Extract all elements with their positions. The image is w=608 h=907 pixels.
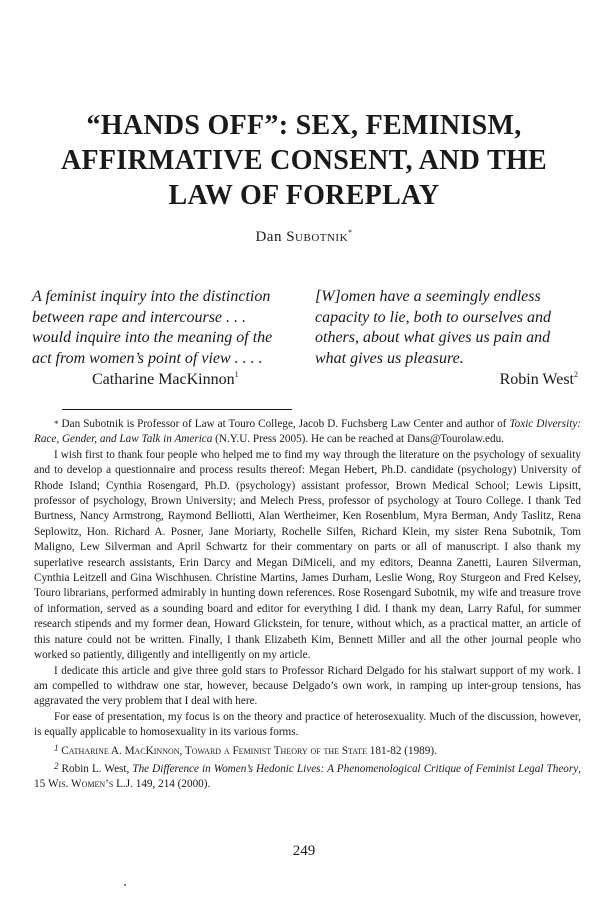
- footnote-2: $^2$ Robin L. West, The Difference in Women’s Hedonic Lives: A Phenomenological Critique of Feminist Legal Theory, 15 Wis. Women’s L.J. 149, 214 (2000).: [34, 760, 582, 791]
- attribution-name: Catharine MacKinnon: [92, 371, 235, 388]
- epigraph-line: would inquire into the meaning of the: [32, 329, 273, 346]
- epigraph-line: between rape and intercourse . . .: [32, 308, 247, 326]
- journal-name: Wis. Women’s L.J.: [47, 778, 133, 791]
- epigraph-left: [32, 287, 292, 369]
- author-footnote-mark: *: [348, 228, 353, 237]
- title-line-1: “HANDS OFF”: SEX, FEMINISM,: [86, 110, 522, 141]
- epigraph-line: what gives us pleasure.: [315, 349, 464, 367]
- attribution-footnote-mark: 1: [234, 370, 239, 379]
- epigraph-line: others, about what gives us pain and: [315, 329, 551, 346]
- attribution-footnote-mark: 2: [574, 370, 578, 379]
- epigraph-line: A feminist inquiry into the distinction: [32, 288, 271, 305]
- citation-source: Catharine A. MacKinnon, Toward a Feminist Theory of the State: [61, 744, 367, 757]
- footnote-presentation: For ease of presentation, my focus is on the theory and practice of heterosexuality. Much of the discussion, however, is equally applicable to homosexuality in its various forms.: [34, 710, 581, 739]
- footnote-number: 1: [54, 742, 59, 753]
- epigraph-line: [W]omen have a seemingly endless: [315, 288, 541, 305]
- footnote-author: * Dan Subotnik is Professor of Law at Touro College, Jacob D. Fuchsberg Law Center and author of Toxic Diversity: Race, Gender, and Law Talk in America (N.Y.U. Press 2005). He can be reached at Dans@Tourolaw.edu.: [34, 418, 582, 446]
- footnote-divider: [62, 409, 292, 410]
- footnote-acknowledgments: I wish first to thank four people who helped me to find my way through the literature on the psychology of sexuality and to develop a questionnaire and process results thereof: Megan Hebert, Ph.D. candidate (psychology) University of Rhode Island; Cynthia Rosengard, Ph.D. (psychology) assistant professor, Brown Medical School; Lewis Lipsitt, professor of psychology, Brown University; and Melech Press, professor of psychology at Touro College. I thank Ted Burtness, Nancy Armstrong, Raymond Belliotti, Alan Wertheimer, Ken Rosenblum, Myra Berman, Andy Taslitz, Rena Seplowitz, Hon. Richard A. Posner, Jane Moriarty, Rochelle Silfen, Richard Klein, my sister Rena Subotnik, Tom Maligno, Lew Silverman and April Schwartz for their commentary on parts or all of manuscript. I also thank my superlative research assistants, Erin Darcy and Megan DiMiceli, and my editors, Deanna Zanetti, Lauren Silverman, Cynthia Leitzell and Gina Wischhusen. Christine Martins, James Durham, Leslie Wong, Roy Sturgeon and Fred Kelsey, Touro librarians, performed admirably in hunting down references. Rose Rosengard Subotnik, my wife and treasure trove of information, served as a sounding board and editor for everything I did. I thank my dean, Larry Raful, for summer research stipends and my former dean, Howard Glickstein, for tenure, without which, as a practical matter, an article of this nature could not be written. Finally, I thank Elizabeth Kim, Bennett Miller and all the other journal people who worked so patiently, diligently and intelligently on my article.: [34, 448, 581, 662]
- article-title: [40, 108, 568, 213]
- book-title: Toxic Diversity: Race, Gender, and Law Talk in America: [34, 418, 582, 446]
- citation-title: The Difference in Women’s Hedonic Lives: A Phenomenological Critique of Feminist Legal Theory: [132, 762, 579, 775]
- epigraph-line: capacity to lie, both to ourselves and: [315, 308, 551, 326]
- footnotes: [34, 417, 581, 793]
- epigraph-right: [315, 287, 580, 369]
- footnote-dedication: I dedicate this article and give three gold stars to Professor Richard Delgado for his stalwart support of my work. I am compelled to withdraw one star, however, because Delgado’s own work, in ramping up inter-group tensions, has aggravated the very problem that I deal with here.: [34, 664, 581, 708]
- author-last-name: Subotnik: [286, 229, 349, 245]
- epigraph-left-attribution: [92, 370, 239, 389]
- scan-speck: [124, 884, 126, 886]
- title-line-3: LAW OF FOREPLAY: [168, 180, 440, 211]
- page-number: 249: [292, 843, 316, 859]
- attribution-name: Robin West: [499, 371, 574, 388]
- epigraph-line: act from women’s point of view . . . .: [32, 349, 263, 367]
- epigraph-right-attribution: [500, 370, 578, 389]
- footnote-1: $^1$ Catharine A. MacKinnon, Toward a Feminist Theory of the State 181-82 (1989).: [54, 742, 437, 757]
- footnote-number: 2: [54, 760, 59, 771]
- author-first-name: Dan: [255, 229, 282, 245]
- footnote-mark: *: [54, 419, 59, 429]
- title-line-2: AFFIRMATIVE CONSENT, AND THE: [60, 145, 547, 176]
- author-byline: [0, 228, 608, 246]
